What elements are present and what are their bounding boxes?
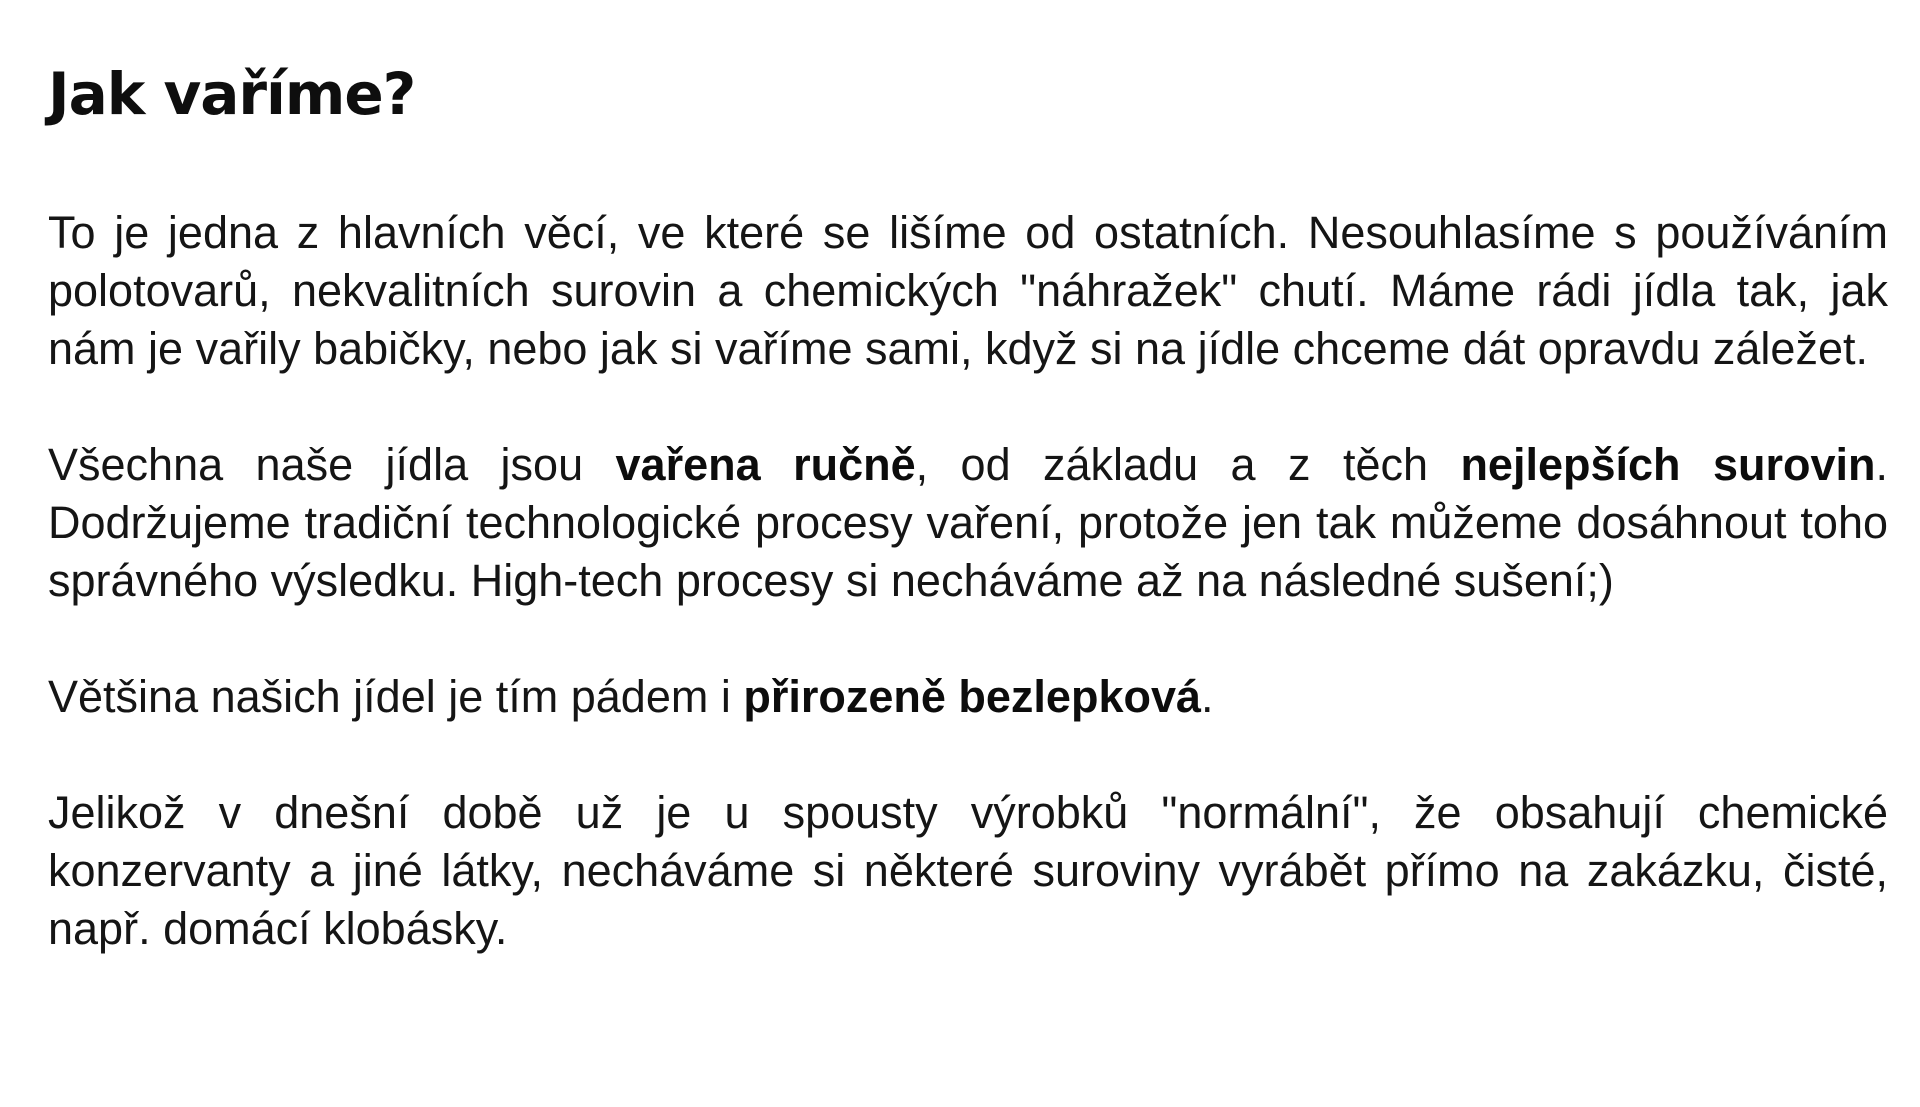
paragraph-preservatives: Jelikož v dnešní době už je u spousty výrobků "normální", že obsahují chemické konzervanty a jiné látky, necháváme si některé suroviny vyrábět přímo na zakázku, čisté, např. domácí klobásky. <box>48 787 1888 954</box>
emphasis-handmade: vařena ručně <box>615 439 916 490</box>
content-section <box>48 52 1888 958</box>
paragraph-handmade <box>48 436 1888 610</box>
emphasis-best-ingredients: nejlepších surovin <box>1460 439 1876 490</box>
emphasis-gluten-free: přirozeně bezlepková <box>743 671 1202 722</box>
page-title: Jak vaříme? <box>48 60 416 128</box>
paragraph-text: Všechna naše jídla jsou <box>48 439 616 490</box>
paragraph-text: . <box>1201 671 1214 722</box>
paragraph-text: , od základu a z těch <box>915 439 1461 490</box>
paragraph-intro: To je jedna z hlavních věcí, ve které se lišíme od ostatních. Nesouhlasíme s používáním polotovarů, nekvalitních surovin a chemických "náhražek" chutí. Máme rádi jídla tak, jak nám je vařily babičky, nebo jak si vaříme sami, když si na jídle chceme dát opravdu záležet. <box>48 207 1888 374</box>
paragraph-text: . Dodržujeme tradiční technologické procesy vaření, protože jen tak můžeme dosáhnout toho správného výsledku. High-tech procesy si necháváme až na následné sušení;) <box>48 439 1888 606</box>
paragraph-text: Většina našich jídel je tím pádem i <box>48 671 744 722</box>
paragraph-gluten-free <box>48 668 1888 726</box>
